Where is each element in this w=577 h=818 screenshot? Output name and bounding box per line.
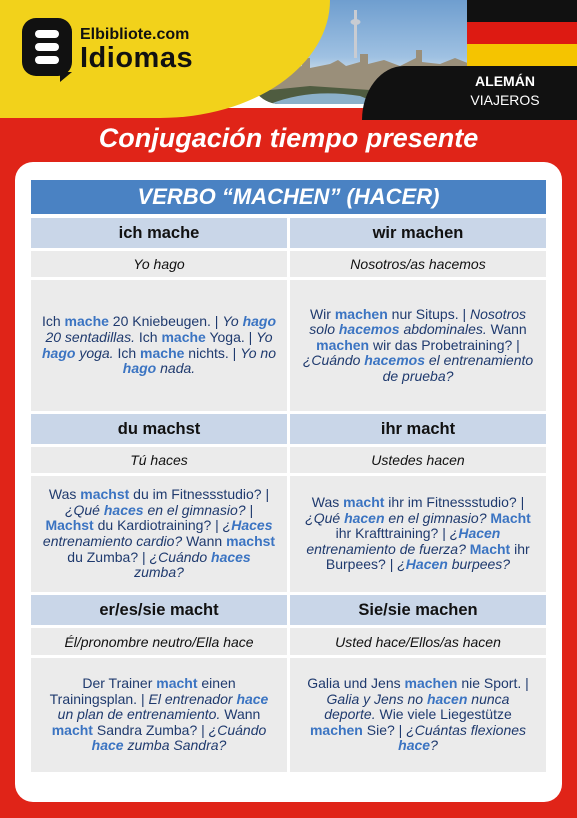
spanish-text: nunca deporte. <box>324 690 510 723</box>
example-text <box>300 676 536 754</box>
highlighted-verb: Hacen <box>458 525 501 542</box>
german-text: Ich <box>134 328 162 345</box>
highlighted-verb: macht <box>343 494 385 511</box>
highlighted-verb: machen <box>404 675 458 692</box>
highlighted-verb: Macht <box>469 540 511 557</box>
pronoun-header-ich: ich mache <box>31 218 287 248</box>
spanish-text: un plan de entrenamiento. <box>57 706 221 723</box>
translation-sie-plural: Usted hace/Ellos/as hacen <box>290 628 546 655</box>
german-text: du im Fitnessstudio? | <box>129 486 270 503</box>
spanish-text: Yo <box>222 313 243 330</box>
example-text <box>41 676 277 754</box>
german-text: Wann <box>220 706 261 723</box>
badge-level: VIAJEROS <box>470 92 540 108</box>
spanish-text: ¿Cuándo <box>302 352 365 369</box>
highlighted-verb: hacemos <box>364 352 425 369</box>
spanish-text: zumba Sandra? <box>123 737 227 754</box>
spanish-text: ¿ <box>397 556 406 573</box>
german-text: Wann <box>182 533 227 549</box>
highlighted-verb: hacen <box>344 509 385 526</box>
spanish-text: ¿Cuántas flexiones <box>406 721 527 738</box>
spanish-text: Galia y Jens no <box>326 690 427 707</box>
spanish-text: ? <box>430 737 438 754</box>
spanish-text: 20 sentadillas. <box>45 328 135 345</box>
highlighted-verb: haces <box>211 548 251 565</box>
pronoun-header-du: du machst <box>31 414 287 444</box>
translation-du: Tú haces <box>31 447 287 473</box>
spanish-text: burpees? <box>447 556 511 573</box>
spanish-text: El entrenador <box>148 690 237 707</box>
german-text: du Kardiotraining? | <box>93 517 223 534</box>
spanish-text: entrenamiento cardio? <box>42 533 183 549</box>
badge-language: ALEMÁN <box>475 73 535 89</box>
highlighted-verb: hacemos <box>338 321 400 338</box>
spanish-text: en el gimnasio? <box>384 509 491 526</box>
example-text <box>300 495 536 573</box>
highlighted-verb: mache <box>64 313 109 330</box>
highlighted-verb: hago <box>41 344 76 361</box>
spanish-text: abdominales. <box>399 321 487 338</box>
highlighted-verb: hacen <box>426 690 468 707</box>
highlighted-verb: machen <box>316 336 370 353</box>
example-text <box>41 314 277 376</box>
spanish-text: nada. <box>156 360 196 377</box>
highlighted-verb: hago <box>242 313 277 330</box>
german-text: nie Sport. | <box>457 675 529 692</box>
german-text: Wie viele Liegestütze <box>375 706 512 723</box>
highlighted-verb: Haces <box>231 517 273 534</box>
example-cell-du <box>31 476 287 592</box>
spanish-text: ¿Qué <box>305 509 345 526</box>
spanish-text: ¿Cuándo <box>208 721 267 738</box>
highlighted-verb: mache <box>140 344 185 361</box>
brand-logo-icon <box>22 18 72 76</box>
german-text: 20 Kniebeugen. | <box>108 313 223 330</box>
spanish-text: yoga. <box>75 344 114 361</box>
example-cell-sie-plural <box>290 658 546 772</box>
german-text: Der Trainer <box>82 675 157 692</box>
german-text: Was <box>311 494 344 511</box>
german-text: wir das Probetraining? | <box>369 336 520 353</box>
highlighted-verb: Hacen <box>405 556 448 573</box>
highlighted-verb: macht <box>156 675 198 692</box>
pronoun-header-wir: wir machen <box>290 218 546 248</box>
german-text: ihr Krafttraining? | <box>335 525 450 542</box>
german-text: ihr Burpees? | <box>325 540 530 573</box>
german-text: nur Situps. | <box>387 305 470 322</box>
german-text: Galia und Jens <box>307 675 405 692</box>
example-text <box>41 487 277 581</box>
spanish-text: ¿ <box>449 525 459 542</box>
german-text: einen Trainingsplan. | <box>49 675 236 707</box>
german-text: Wann <box>486 321 527 338</box>
german-text: Sie? | <box>362 721 407 738</box>
course-badge <box>440 72 570 110</box>
highlighted-verb: Machst <box>45 517 94 534</box>
spanish-text: ¿Cuándo <box>149 548 212 565</box>
highlighted-verb: macht <box>51 721 93 738</box>
spanish-text: el entrenamiento de prueba? <box>382 352 534 384</box>
page-title: Conjugación tiempo presente <box>98 123 479 153</box>
german-text: du Zumba? | <box>67 548 150 565</box>
spanish-text: ¿Qué <box>64 501 104 518</box>
pronoun-header-ihr: ihr macht <box>290 414 546 444</box>
german-text: Wir <box>309 305 335 322</box>
highlighted-verb: hace <box>91 737 124 754</box>
highlighted-verb: hace <box>398 737 431 754</box>
example-cell-ich <box>31 280 287 411</box>
example-text <box>300 307 536 385</box>
spanish-text: entrenamiento de fuerza? <box>306 540 466 557</box>
highlighted-verb: hace <box>236 690 269 707</box>
translation-ich: Yo hago <box>31 251 287 277</box>
spanish-text: ¿ <box>222 517 232 534</box>
brand-product-name: Idiomas <box>80 42 194 74</box>
highlighted-verb: machst <box>226 533 276 549</box>
highlighted-verb: Macht <box>490 509 531 526</box>
highlighted-verb: machst <box>80 486 130 503</box>
example-cell-er-es-sie <box>31 658 287 772</box>
highlighted-verb: machen <box>334 305 388 322</box>
german-text: Ich <box>113 344 141 361</box>
translation-er-es-sie: Él/pronombre neutro/Ella hace <box>31 628 287 655</box>
example-cell-wir <box>290 280 546 411</box>
pronoun-header-sie-plural: Sie/sie machen <box>290 595 546 625</box>
translation-ihr: Ustedes hacen <box>290 447 546 473</box>
spanish-text: Nosotros solo <box>309 305 527 338</box>
spanish-text: en el gimnasio? | <box>143 501 254 518</box>
german-text: ihr im Fitnessstudio? | <box>384 494 525 511</box>
highlighted-verb: mache <box>161 328 206 345</box>
german-text: Yoga. | <box>205 328 257 345</box>
highlighted-verb: machen <box>309 721 363 738</box>
german-text: Was <box>48 486 81 503</box>
verb-title: VERBO “MACHEN” (HACER) <box>31 180 546 214</box>
highlighted-verb: hago <box>122 360 157 377</box>
german-text: nichts. | <box>184 344 241 361</box>
highlighted-verb: haces <box>103 501 144 518</box>
translation-wir: Nosotros/as hacemos <box>290 251 546 277</box>
example-cell-ihr <box>290 476 546 592</box>
brand-site-name: Elbibliote.com <box>80 26 190 43</box>
german-flag-icon <box>467 0 577 66</box>
spanish-text: zumba? <box>134 564 184 581</box>
german-text: Sandra Zumba? | <box>92 721 209 738</box>
german-text: Ich <box>41 313 65 330</box>
pronoun-header-er-es-sie: er/es/sie macht <box>31 595 287 625</box>
spanish-text: Yo no <box>240 344 277 361</box>
spanish-text: Yo <box>256 328 273 345</box>
